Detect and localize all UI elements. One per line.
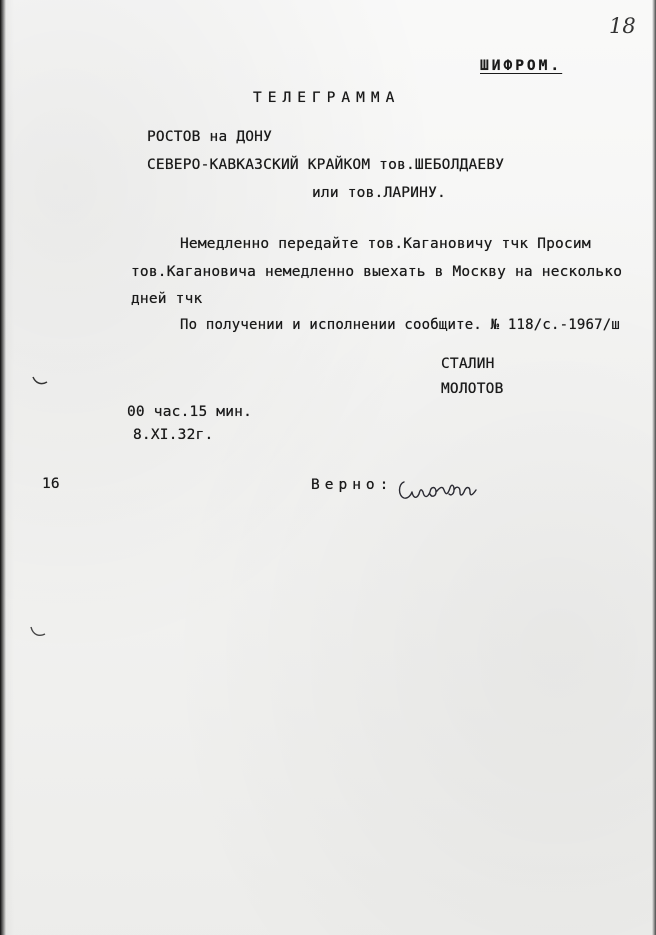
scan-mark bbox=[28, 624, 48, 640]
verified-signature bbox=[396, 470, 480, 510]
scan-mark bbox=[30, 374, 50, 388]
dispatch-date: 8.XI.32г. bbox=[133, 427, 214, 443]
cipher-mark: ШИФРОМ. bbox=[480, 58, 563, 74]
signatory-molotov: МОЛОТОВ bbox=[441, 381, 504, 397]
scan-left-edge bbox=[0, 0, 6, 935]
body-line-1: Немедленно передайте тов.Кагановичу тчк Просим bbox=[180, 236, 591, 252]
page-number: 18 bbox=[609, 14, 636, 38]
address-line-1: РОСТОВ на ДОНУ bbox=[147, 129, 273, 145]
body-line-4: По получении и исполнении сообщите. № 118/с.-1967/ш bbox=[180, 317, 621, 333]
body-line-2: тов.Кагановича немедленно выехать в Москву на несколько bbox=[131, 264, 623, 280]
scan-right-edge bbox=[652, 0, 656, 935]
address-line-2: СЕВЕРО-КАВКАЗСКИЙ КРАЙКОМ тов.ШЕБОЛДАЕВУ bbox=[147, 157, 505, 173]
dispatch-time: 00 час.15 мин. bbox=[127, 404, 253, 420]
verified-label: Верно: bbox=[311, 477, 394, 493]
signatory-stalin: СТАЛИН bbox=[441, 356, 495, 372]
body-line-3: дней тчк bbox=[131, 291, 203, 307]
address-line-3: или тов.ЛАРИНУ. bbox=[312, 185, 446, 201]
document-title: ТЕЛЕГРАММА bbox=[253, 90, 401, 106]
copies-count: 16 bbox=[42, 476, 60, 492]
